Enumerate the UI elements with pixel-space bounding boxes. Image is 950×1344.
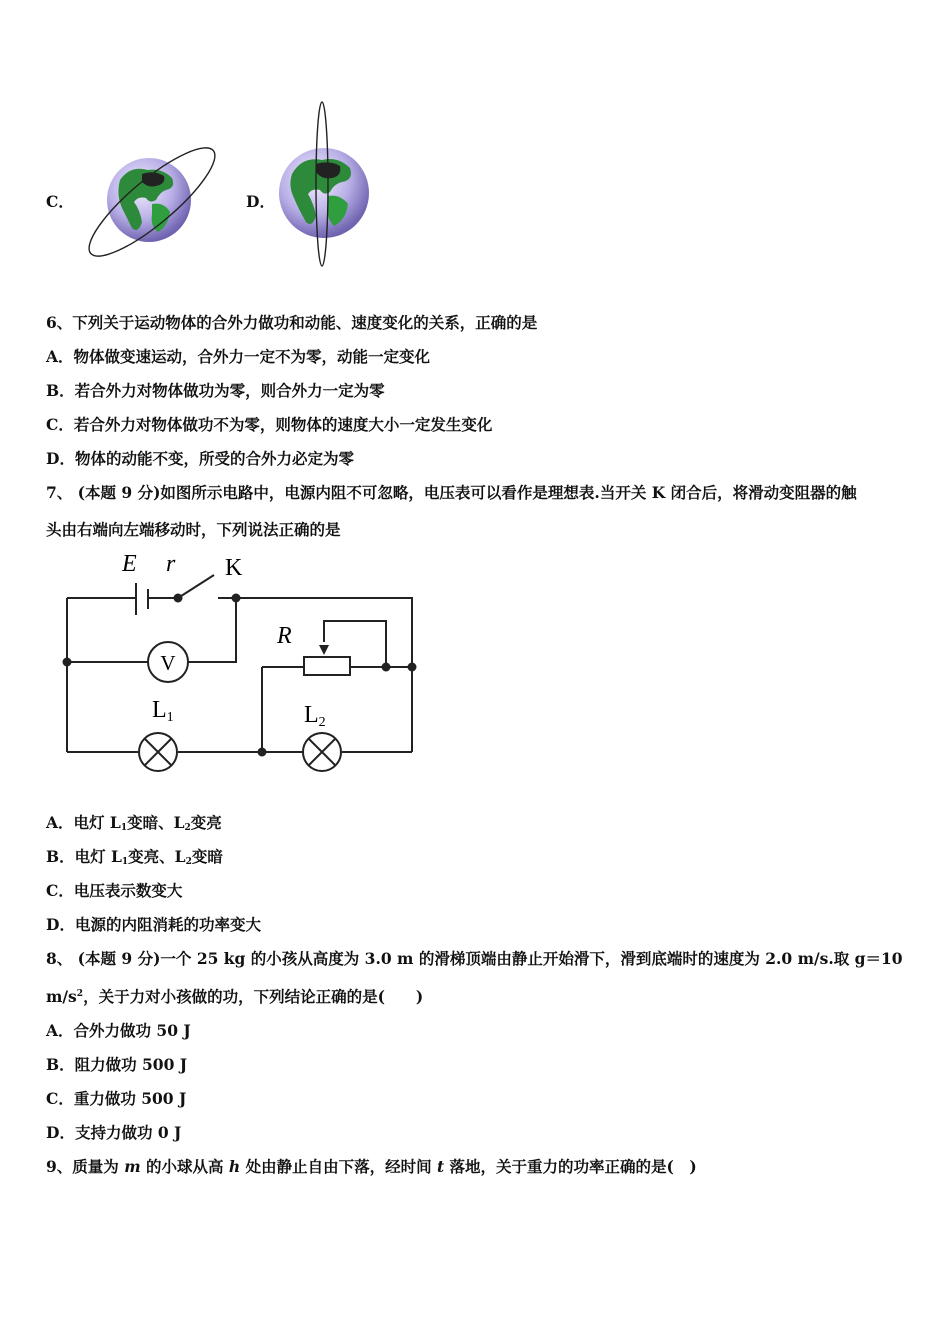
q7-option-d[interactable]: D．电源的内阻消耗的功率变大 [46, 915, 261, 934]
globe-c-figure [80, 130, 230, 275]
junction-slider [382, 663, 391, 672]
q6-option-c-text: 若合外力对物体做功不为零，则物体的速度大小一定发生变化 [73, 415, 493, 434]
option-c-label: C． [46, 192, 74, 211]
q7-option-c[interactable]: C．电压表示数变大 [46, 881, 183, 900]
q8-option-d[interactable]: D．支持力做功 0 J [46, 1123, 182, 1142]
q6-option-a-label: A． [46, 347, 74, 366]
label-r-internal: r [166, 551, 176, 577]
q6-option-c-label: C． [46, 415, 74, 434]
q9-stem: 9、质量为 m 的小球从高 h 处由静止自由下落，经时间 t 落地，关于重力的功率正确的是( ) [46, 1157, 697, 1176]
q8-option-b[interactable]: B．阻力做功 500 J [46, 1055, 188, 1074]
label-l1: L1 [152, 697, 174, 725]
q6-option-b-label: B． [46, 381, 75, 400]
lamp-l1 [139, 733, 177, 771]
voltmeter-label: V [160, 651, 176, 675]
junction-right [408, 663, 417, 672]
q7-option-b[interactable]: B．电灯 $L_1$变亮、$L_2$变暗 [46, 847, 223, 867]
label-e: E [122, 551, 137, 577]
rheostat-slider-arrow [319, 645, 329, 655]
junction-bottom [258, 748, 267, 757]
q8-stem-line2: $m/s^2$，关于力对小孩做的功，下列结论正确的是( ) [46, 987, 424, 1006]
q6-option-a-text: 物体做变速运动，合外力一定不为零，动能一定变化 [73, 347, 431, 366]
label-k: K [225, 555, 243, 581]
q7-stem-line1: 7、 (本题 9 分)如图所示电路中，电源内阻不可忽略，电压表可以看作是理想表.当开关 K 闭合后，将滑动变阻器的触 [46, 483, 857, 502]
switch-k[interactable] [178, 575, 214, 598]
rheostat-r[interactable] [304, 657, 350, 675]
label-l2: L2 [304, 702, 326, 730]
circuit-diagram [40, 545, 440, 785]
junction-top [232, 594, 241, 603]
globe-d-figure [270, 100, 380, 270]
q8-option-a[interactable]: A．合外力做功 50 J [46, 1021, 191, 1040]
q8-stem-line1: 8、 (本题 9 分)一个 25 kg 的小孩从高度为 3.0 m 的滑梯顶端由静止开始滑下，滑到底端时的速度为 2.0 m/s.取 g＝10 [46, 949, 903, 968]
junction-switch [174, 594, 183, 603]
junction-left [63, 658, 72, 667]
q6-stem: 6、下列关于运动物体的合外力做功和动能、速度变化的关系，正确的是 [46, 313, 538, 332]
q6-option-c[interactable] [46, 413, 492, 435]
q7-stem-line2: 头由右端向左端移动时，下列说法正确的是 [46, 520, 341, 539]
q6-option-d[interactable] [46, 447, 354, 469]
option-d-label: D． [246, 192, 275, 211]
q8-option-c[interactable]: C．重力做功 500 J [46, 1089, 187, 1108]
q6-option-d-label: D． [46, 449, 75, 468]
label-rheostat: R [277, 623, 292, 649]
q6-option-b-text: 若合外力对物体做功为零，则合外力一定为零 [74, 381, 385, 400]
q6-option-b[interactable] [46, 379, 385, 401]
lamp-l2 [303, 733, 341, 771]
q6-option-d-text: 物体的动能不变，所受的合外力必定为零 [74, 449, 354, 468]
q7-option-a[interactable]: A．电灯 $L_1$变暗、$L_2$变亮 [46, 813, 222, 833]
q6-option-a[interactable] [46, 345, 430, 367]
